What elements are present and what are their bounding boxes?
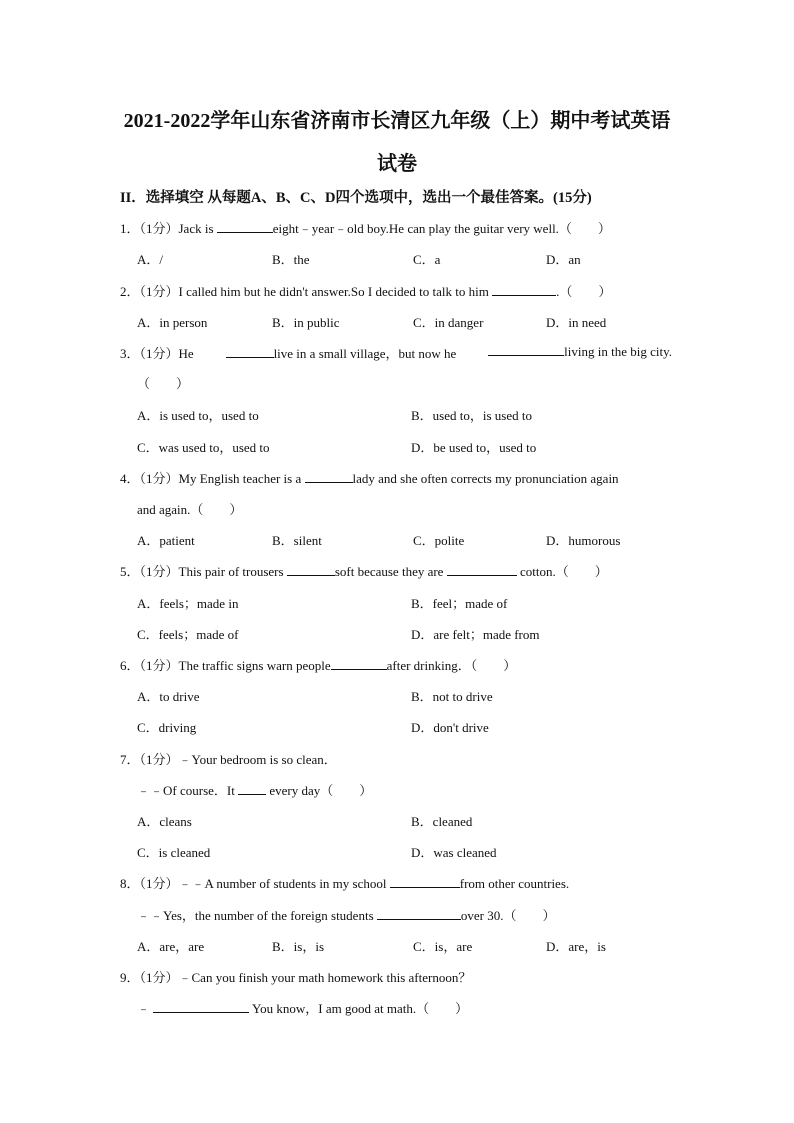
option-d: D．was cleaned [411,845,497,860]
question-text: .（ ） [556,284,612,299]
option-b: B．in public [272,315,340,330]
question-text: You know，I am good at math.（ ） [249,1001,469,1016]
option-d: D．be used to，used to [411,440,537,455]
question-text: 3．（1分）He [120,346,194,361]
question-4-continued: and again.（ ） [137,502,243,517]
option-a: A．are，are [137,939,205,954]
option-a: A．feels；made in [137,596,239,611]
option-c: C．is cleaned [137,845,211,860]
answer-blank [238,782,266,795]
answer-blank [305,470,353,483]
option-a: A．cleans [137,814,192,829]
option-b: B．not to drive [411,689,493,704]
answer-blank [287,563,335,576]
question-text: 2．（1分）I called him but he didn't answer.So I decided to talk to him [120,284,493,299]
question-7: 7．（1分）﹣Your bedroom is so clean． [120,752,337,767]
question-text: every day（ ） [266,783,373,798]
option-b: B．the [272,252,310,267]
option-d: D．don't drive [411,720,489,735]
question-3-paren: （ ） [137,376,190,391]
question-6 [120,655,516,674]
option-c: C．is，are [413,939,473,954]
question-3 [120,343,672,362]
question-text: after drinking．（ ） [386,658,517,673]
question-text: 1．（1分）Jack is [120,221,217,236]
question-text: 8．（1分）﹣﹣A number of students in my school [120,876,390,891]
answer-blank [447,563,517,576]
question-text: living in the big city. [564,344,672,359]
option-a: A．/ [137,252,164,267]
question-7-reply [137,780,372,799]
option-d: D．are felt；made from [411,627,540,642]
question-text: ﹣﹣Of course．It [137,783,239,798]
question-9: 9．（1分）﹣Can you finish your math homework this afternoon？ [120,970,472,985]
question-text: soft because they are [334,564,447,579]
question-4 [120,468,619,487]
question-text: ﹣﹣Yes，the number of the foreign students [137,908,377,923]
document-title: 2021-2022学年山东省济南市长清区九年级（上）期中考试英语 [123,110,671,132]
option-b: B．silent [272,533,322,548]
option-d: D．an [546,252,581,267]
option-d: D．humorous [546,533,621,548]
section-heading: II．选择填空 从每题A、B、C、D四个选项中，选出一个最佳答案。(15分) [120,190,592,206]
question-text: live in a small village，but now he [273,346,457,361]
answer-blank [226,345,274,358]
question-5 [120,561,608,580]
answer-blank [153,1000,249,1013]
question-text: over 30.（ ） [460,908,556,923]
option-c: C．a [413,252,441,267]
option-c: C．was used to，used to [137,440,270,455]
option-a: A．is used to，used to [137,408,259,423]
answer-blank [217,220,273,233]
answer-blank [492,283,556,296]
answer-blank [390,875,460,888]
question-text: lady and she often corrects my pronunciation again [352,471,619,486]
option-a: A．patient [137,533,195,548]
question-8 [120,873,569,892]
answer-blank [377,907,461,920]
option-c: C．polite [413,533,465,548]
option-a: A．to drive [137,689,200,704]
answer-blank [331,657,387,670]
option-b: B．cleaned [411,814,473,829]
question-text: 5．（1分）This pair of trousers [120,564,287,579]
option-b: B．is，is [272,939,325,954]
option-c: C．in danger [413,315,484,330]
question-text: 6．（1分）The traffic signs warn people [120,658,331,673]
option-b: B．used to，is used to [411,408,532,423]
question-text: eight﹣year﹣old boy.He can play the guitar very well.（ ） [272,221,611,236]
question-text: 4．（1分）My English teacher is a [120,471,305,486]
question-text: from other countries. [459,876,570,891]
option-c: C．feels；made of [137,627,239,642]
question-text: cotton.（ ） [516,564,608,579]
question-1 [120,218,611,237]
option-d: D．are，is [546,939,606,954]
question-2 [120,281,611,300]
question-9-reply [137,998,468,1017]
option-c: C．driving [137,720,197,735]
question-8-reply [137,905,555,924]
option-b: B．feel；made of [411,596,508,611]
question-text: ﹣ [137,1001,151,1016]
option-d: D．in need [546,315,607,330]
option-a: A．in person [137,315,208,330]
document-title-continued: 试卷 [377,153,417,175]
answer-blank [488,343,564,356]
